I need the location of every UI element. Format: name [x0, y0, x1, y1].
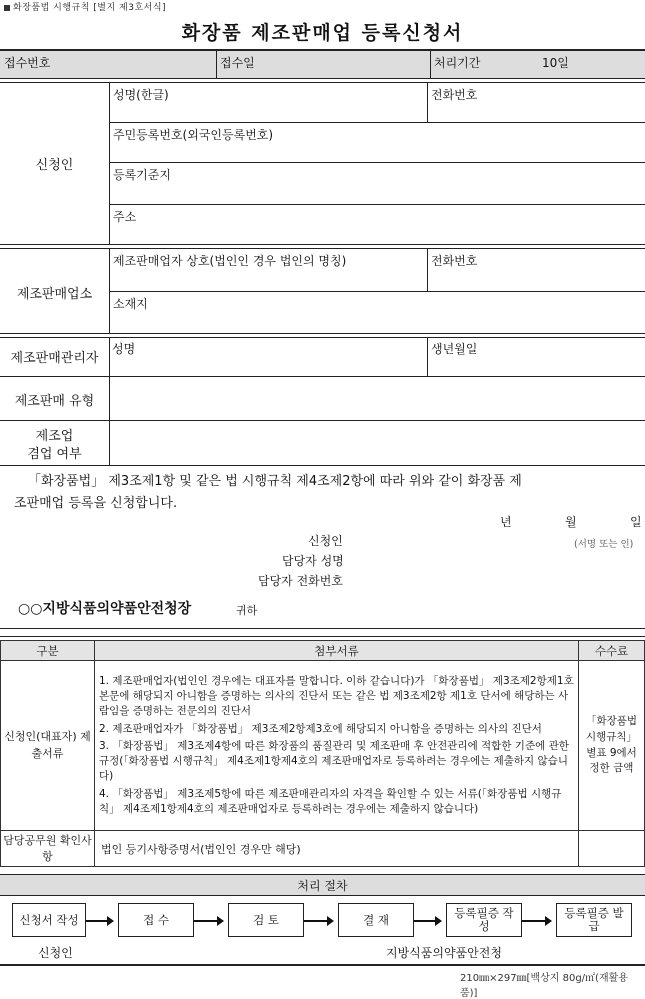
processing-period-label: 처리기간	[434, 56, 481, 70]
step-certificate-issue: 등록필증 발급	[556, 903, 632, 937]
col-category: 구분	[1, 641, 95, 661]
concurrent-line2: 겸업 여부	[27, 447, 82, 462]
fee-text: 「화장품법 시행규칙」 별표 9에서 정한 금액	[579, 661, 645, 831]
arrow-icon	[86, 920, 108, 922]
sales-type-label: 제조판매 유형	[14, 394, 95, 409]
address-label: 주소	[113, 210, 137, 224]
trade-name-label: 제조판매업자 상호(법인인 경우 법인의 명칭)	[113, 254, 347, 268]
applicant-section-label: 신청인	[35, 158, 74, 173]
arrow-icon	[414, 920, 436, 922]
registration-standard-label: 등록기준지	[113, 168, 171, 182]
manager-birth-label: 생년월일	[431, 342, 478, 356]
step-approval: 결 재	[338, 903, 414, 937]
contact-phone-label: 담당자 전화번호	[258, 574, 343, 588]
process-title: 처리 절차	[0, 874, 645, 896]
docs-list	[95, 661, 579, 831]
doc-item: 1. 제조판매업자(법인인 경우에는 대표자를 말합니다. 이하 같습니다)가 「화장품법」 제3조제2항제1호 본문에 해당되지 아니함을 증명하는 의사의 진단서 또는 같은 법 제3조제2항 제1호 단서에 해당하는 사람임을 증명하는 전문의의 진단서	[99, 675, 574, 718]
agency-name: ○○지방식품의약품안전청장	[18, 601, 192, 617]
manager-section-label: 제조판매관리자	[10, 351, 99, 366]
actor-agency: 지방식품의약품안전청	[386, 946, 502, 960]
receipt-date-label: 접수일	[220, 56, 255, 70]
receipt-number-label: 접수번호	[4, 56, 51, 70]
col-fee: 수수료	[579, 641, 645, 661]
office-location-label: 소재지	[113, 297, 148, 311]
doc-item: 3. 「화장품법」 제3조제4항에 따른 화장품의 품질관리 및 제조판매 후 안전관리에 적합한 기준에 관한 규정(「화장품법 시행규칙」 제4조제1항제4호의 제조판매업자로 등록하려는 경우에는 제출하지 않습니다)	[99, 739, 569, 783]
step-receipt: 접 수	[118, 903, 194, 937]
contact-name-label: 담당자 성명	[282, 554, 344, 568]
applicant-name-label: 성명(한글)	[113, 88, 169, 102]
arrow-icon	[522, 920, 546, 922]
statement-line2: 조판매업 등록을 신청합니다.	[14, 496, 178, 511]
doc-item: 2. 제조판매업자가 「화장품법」 제3조제2항제3호에 해당되지 아니함을 증명하는 의사의 진단서	[99, 722, 542, 735]
paper-spec: 210㎜×297㎜[백상지 80g/㎡(재활용품)]	[460, 973, 628, 999]
arrow-icon	[194, 920, 218, 922]
step-certificate-prepare: 등록필증 작성	[446, 903, 522, 937]
statement-line1: 「화장품법」 제3조제1항 및 같은 법 시행규칙 제4조제2항에 따라 위와 같이 화장품 제	[28, 474, 522, 489]
office-phone-label: 전화번호	[431, 254, 478, 268]
resident-number-label: 주민등록번호(외국인등록번호)	[113, 128, 274, 142]
date-year: 년	[500, 515, 512, 529]
page-title: 화장품 제조판매업 등록신청서	[181, 22, 464, 44]
applicant-phone-label: 전화번호	[431, 88, 478, 102]
doc-item: 4. 「화장품법」 제3조제5항에 따른 제조판매관리자의 자격을 확인할 수 있는 서류(「화장품법 시행규칙」 제4조제1항제4호의 제조판매업자로 등록하려는 경우에는 제출하지 않습니다)	[99, 787, 562, 815]
sign-or-seal: (서명 또는 인)	[574, 539, 634, 550]
official-doc: 법인 등기사항증명서(법인인 경우만 해당)	[95, 831, 579, 867]
step-application: 신청서 작성	[12, 903, 86, 937]
date-month: 월	[565, 515, 577, 529]
attachments-table	[0, 640, 645, 867]
date-day: 일	[630, 515, 642, 529]
honorific: 귀하	[236, 604, 258, 617]
form-label: 화장품법 시행규칙 [별지 제3호서식]	[4, 0, 166, 13]
applicant-docs-label: 신청인(대표자) 제출서류	[1, 661, 95, 831]
office-section-label: 제조판매업소	[16, 287, 93, 302]
official-check-label: 담당공무원 확인사항	[1, 831, 95, 867]
step-review: 검 토	[228, 903, 304, 937]
actor-applicant: 신청인	[38, 946, 73, 960]
manager-name-label: 성명	[112, 342, 136, 356]
processing-days: 10일	[542, 56, 569, 70]
concurrent-line1: 제조업	[35, 429, 74, 444]
col-docs: 첨부서류	[95, 641, 579, 661]
signature-applicant-label: 신청인	[308, 534, 343, 548]
arrow-icon	[304, 920, 328, 922]
